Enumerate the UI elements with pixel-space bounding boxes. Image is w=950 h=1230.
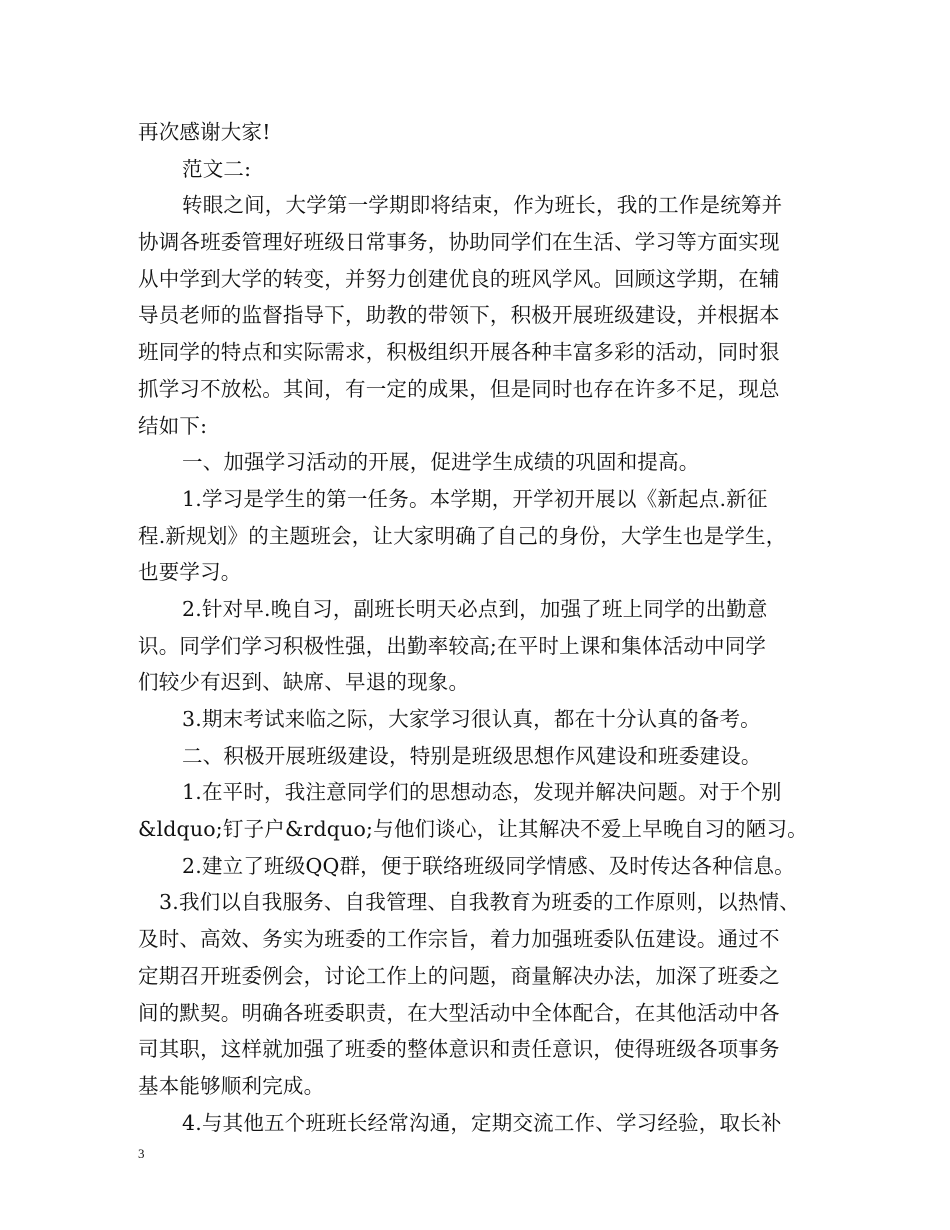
section-heading: 一、加强学习活动的开展，促进学生成绩的巩固和提高。 bbox=[182, 450, 700, 475]
paragraph-start: 1.在平时，我注意同学们的思想动态，发现并解决问题。对于个别 bbox=[182, 780, 782, 805]
paragraph-start: 1.学习是学生的第一任务。本学期，开学初开展以《新起点.新征 bbox=[182, 486, 768, 511]
paragraph-start: 4.与其他五个班班长经常沟通，定期交流工作、学习经验，取长补 bbox=[182, 1110, 782, 1135]
paragraph-start: 2.针对早.晚自习，副班长明天必点到，加强了班上同学的出勤意 bbox=[182, 596, 768, 621]
text-line: 基本能够顺利完成。 bbox=[138, 1073, 325, 1098]
paragraph-start: 3.我们以自我服务、自我管理、自我教育为班委的工作原则，以热情、 bbox=[159, 890, 800, 915]
text-line: 程.新规划》的主题班会，让大家明确了自己的身份，大学生也是学生， bbox=[138, 523, 787, 548]
paragraph-start: 3.期末考试来临之际，大家学习很认真，都在十分认真的备考。 bbox=[182, 707, 761, 731]
text-line: 协调各班委管理好班级日常事务，协助同学们在生活、学习等方面实现 bbox=[138, 230, 780, 255]
paragraph-start: 2.建立了班级QQ群，便于联络班级同学情感、及时传达各种信息。 bbox=[182, 853, 795, 878]
text-line: 导员老师的监督指导下，助教的带领下，积极开展班级建设，并根据本 bbox=[138, 303, 780, 328]
text-line: 结如下: bbox=[138, 413, 208, 438]
text-line: &ldquo;钉子户&rdquo;与他们谈心，让其解决不爱上早晚自习的陋习。 bbox=[138, 817, 808, 842]
text-line: 也要学习。 bbox=[138, 560, 242, 585]
paragraph-start: 转眼之间，大学第一学期即将结束，作为班长，我的工作是统筹并 bbox=[182, 193, 783, 218]
document-body bbox=[138, 114, 828, 1141]
text-line: 间的默契。明确各班委职责，在大型活动中全体配合，在其他活动中各 bbox=[138, 1000, 780, 1025]
text-line: 从中学到大学的转变，并努力创建优良的班风学风。回顾这学期，在辅 bbox=[138, 266, 780, 291]
text-line: 抓学习不放松。其间，有一定的成果，但是同时也存在许多不足，现总 bbox=[138, 376, 780, 401]
text-line: 再次感谢大家! bbox=[138, 120, 271, 144]
text-line: 定期召开班委例会，讨论工作上的问题，商量解决办法，加深了班委之 bbox=[138, 963, 780, 988]
text-line: 班同学的特点和实际需求，积极组织开展各种丰富多彩的活动，同时狠 bbox=[138, 340, 780, 365]
text-line: 及时、高效、务实为班委的工作宗旨，着力加强班委队伍建设。通过不 bbox=[138, 927, 780, 952]
section-heading: 二、积极开展班级建设，特别是班级思想作风建设和班委建设。 bbox=[182, 743, 762, 768]
section-heading: 范文二: bbox=[182, 156, 252, 181]
text-line: 们较少有迟到、缺席、早退的现象。 bbox=[138, 670, 470, 695]
page-number: 3 bbox=[138, 1146, 145, 1161]
text-line: 识。同学们学习积极性强，出勤率较高;在平时上课和集体活动中同学 bbox=[138, 633, 767, 658]
text-line: 司其职，这样就加强了班委的整体意识和责任意识，使得班级各项事务 bbox=[138, 1037, 780, 1062]
